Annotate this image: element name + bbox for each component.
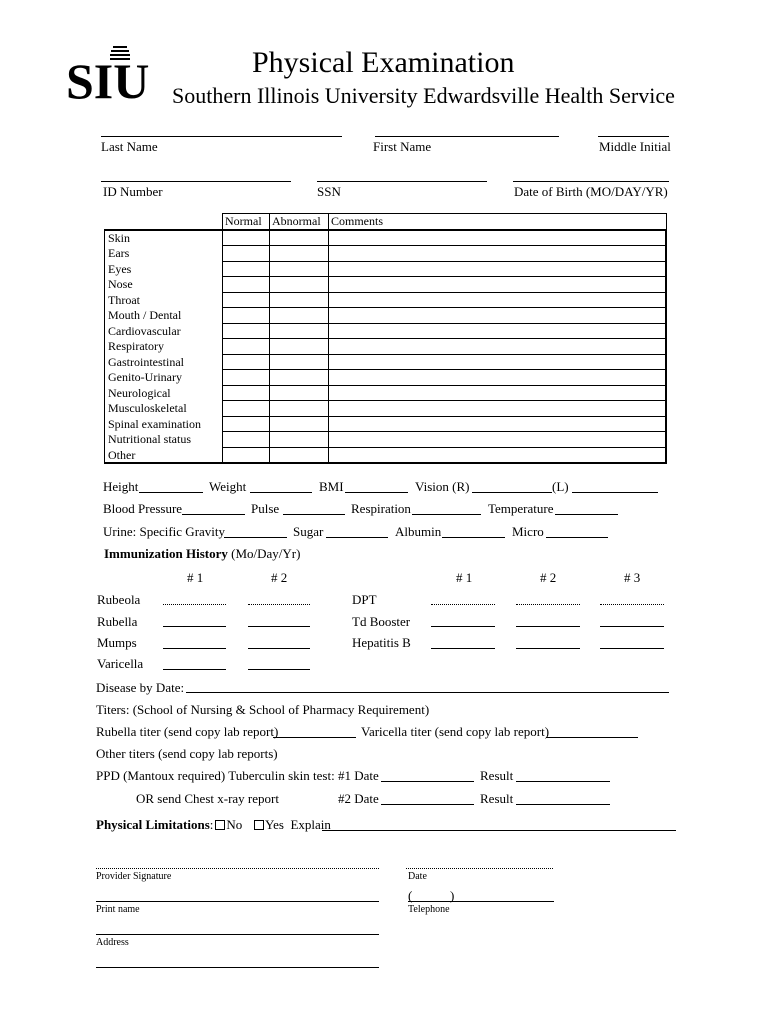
- exam-row-label: Cardiovascular: [105, 323, 223, 339]
- exam-row-label: Nutritional status: [105, 432, 223, 448]
- hepatitis-b-date-3[interactable]: [600, 648, 664, 649]
- ppd-result1-label: Result: [480, 768, 514, 783]
- exam-row-label: Throat: [105, 292, 223, 308]
- abnormal-cell[interactable]: [270, 385, 329, 401]
- ppd-result1-field[interactable]: [516, 781, 610, 782]
- exam-row-label: Nose: [105, 277, 223, 293]
- limitations-label: Physical Limitations: [96, 817, 210, 832]
- height-label: Height: [103, 479, 139, 494]
- mumps-date-1[interactable]: [163, 648, 226, 649]
- respiration-label: Respiration: [351, 501, 411, 516]
- hepatitis-b-date-2[interactable]: [516, 648, 580, 649]
- provider-signature-field[interactable]: [96, 868, 379, 869]
- comments-cell[interactable]: [329, 432, 667, 448]
- exam-row-label: Eyes: [105, 261, 223, 277]
- yes-checkbox[interactable]: [254, 820, 264, 830]
- vision-r-label: Vision (R): [415, 479, 470, 494]
- abnormal-cell[interactable]: [270, 432, 329, 448]
- date-label: Date: [408, 871, 427, 882]
- sugar-field[interactable]: [326, 537, 388, 538]
- col-header-1: # 1: [187, 570, 204, 585]
- rubeola-label: Rubeola: [97, 592, 141, 607]
- micro-field[interactable]: [546, 537, 608, 538]
- dpt-date-2[interactable]: [516, 604, 580, 605]
- other-titers-label: Other titers (send copy lab reports): [96, 746, 278, 761]
- exam-row-label: Ears: [105, 246, 223, 262]
- address-field-2[interactable]: [96, 967, 379, 968]
- last-name-label: Last Name: [101, 139, 158, 154]
- no-checkbox[interactable]: [215, 820, 225, 830]
- dpt-date-1[interactable]: [431, 604, 495, 605]
- respiration-field[interactable]: [412, 514, 481, 515]
- provider-signature-label: Provider Signature: [96, 871, 172, 882]
- normal-cell[interactable]: [223, 432, 270, 448]
- abnormal-cell[interactable]: [270, 401, 329, 417]
- rubella-date-2[interactable]: [248, 626, 310, 627]
- specific-gravity-field[interactable]: [224, 537, 287, 538]
- albumin-field[interactable]: [442, 537, 505, 538]
- urine-label: Urine: Specific Gravity: [103, 524, 226, 539]
- varicella-titer-label: Varicella titer (send copy lab report): [361, 724, 550, 739]
- abnormal-cell[interactable]: [270, 277, 329, 293]
- normal-cell[interactable]: [223, 447, 270, 463]
- siu-logo: [66, 44, 170, 102]
- ppd-date1-field[interactable]: [381, 781, 474, 782]
- micro-label: Micro: [512, 524, 544, 539]
- col-header-3-right: # 3: [624, 570, 641, 585]
- abnormal-cell[interactable]: [270, 339, 329, 355]
- disease-label: Disease by Date:: [96, 680, 185, 695]
- page-title: Physical Examination: [252, 46, 515, 79]
- weight-field[interactable]: [250, 492, 312, 493]
- exam-row-label: Spinal examination: [105, 416, 223, 432]
- normal-cell[interactable]: [223, 354, 270, 370]
- middle-initial-field[interactable]: [598, 136, 669, 137]
- first-name-field[interactable]: [375, 136, 559, 137]
- comments-cell[interactable]: [329, 277, 667, 293]
- comments-cell[interactable]: [329, 447, 667, 463]
- exam-row-label: Mouth / Dental: [105, 308, 223, 324]
- comments-cell[interactable]: [329, 401, 667, 417]
- rubella-label: Rubella: [97, 614, 138, 629]
- immunization-heading: [104, 546, 300, 562]
- hepatitis-b-date-1[interactable]: [431, 648, 495, 649]
- dob-field[interactable]: [513, 181, 669, 182]
- dpt-date-3[interactable]: [600, 604, 664, 605]
- exam-row-label: Skin: [105, 230, 223, 246]
- temperature-field[interactable]: [555, 514, 618, 515]
- address-field[interactable]: [96, 934, 379, 935]
- ppd-date2-label: #2 Date: [338, 791, 379, 806]
- exam-row-label: Neurological: [105, 385, 223, 401]
- header-abnormal: Abnormal: [270, 214, 329, 230]
- comments-cell[interactable]: [329, 246, 667, 262]
- vision-l-field[interactable]: [572, 492, 658, 493]
- abnormal-cell[interactable]: [270, 323, 329, 339]
- phone-open-paren: (: [408, 888, 413, 903]
- ssn-field[interactable]: [317, 181, 487, 182]
- abnormal-cell[interactable]: [270, 416, 329, 432]
- varicella-label: Varicella: [97, 656, 144, 671]
- normal-cell[interactable]: [223, 230, 270, 246]
- normal-cell[interactable]: [223, 385, 270, 401]
- hepatitis-b-label: Hepatitis B: [352, 635, 411, 650]
- first-name-label: First Name: [373, 139, 432, 154]
- normal-cell[interactable]: [223, 308, 270, 324]
- abnormal-cell[interactable]: [270, 447, 329, 463]
- abnormal-cell[interactable]: [270, 292, 329, 308]
- immunization-title-suffix: (Mo/Day/Yr): [227, 546, 301, 561]
- middle-initial-label: Middle Initial: [599, 139, 671, 154]
- rubella-titer-field[interactable]: [273, 737, 356, 738]
- comments-cell[interactable]: [329, 230, 667, 246]
- rubeola-date-2[interactable]: [248, 604, 310, 605]
- comments-cell[interactable]: [329, 354, 667, 370]
- ppd-label: PPD (Mantoux required) Tuberculin skin test:: [96, 768, 335, 783]
- sugar-label: Sugar: [293, 524, 324, 539]
- disease-field[interactable]: [186, 692, 669, 693]
- mumps-date-2[interactable]: [248, 648, 310, 649]
- normal-cell[interactable]: [223, 401, 270, 417]
- td-booster-label: Td Booster: [352, 614, 411, 629]
- ssn-label: SSN: [317, 184, 341, 199]
- date-field[interactable]: [406, 868, 553, 869]
- header-normal: Normal: [223, 214, 270, 230]
- varicella-date-2[interactable]: [248, 669, 310, 670]
- comments-cell[interactable]: [329, 261, 667, 277]
- abnormal-cell[interactable]: [270, 246, 329, 262]
- page-subtitle: Southern Illinois University Edwardsville Health Service: [172, 83, 675, 108]
- ppd-result2-field[interactable]: [516, 804, 610, 805]
- comments-cell[interactable]: [329, 292, 667, 308]
- ppd-date2-field[interactable]: [381, 804, 474, 805]
- comments-cell[interactable]: [329, 308, 667, 324]
- address-label: Address: [96, 937, 129, 948]
- pulse-label: Pulse: [251, 501, 280, 516]
- td-booster-date-2[interactable]: [516, 626, 580, 627]
- id-number-label: ID Number: [103, 184, 163, 199]
- rubella-titer-label: Rubella titer (send copy lab report): [96, 724, 279, 739]
- print-name-label: Print name: [96, 904, 140, 915]
- no-label: No: [226, 817, 243, 832]
- td-booster-date-1[interactable]: [431, 626, 495, 627]
- normal-cell[interactable]: [223, 277, 270, 293]
- normal-cell[interactable]: [223, 416, 270, 432]
- exam-table: [104, 213, 667, 464]
- td-booster-date-3[interactable]: [600, 626, 664, 627]
- id-number-field[interactable]: [101, 181, 291, 182]
- abnormal-cell[interactable]: [270, 308, 329, 324]
- abnormal-cell[interactable]: [270, 230, 329, 246]
- mumps-label: Mumps: [97, 635, 137, 650]
- bp-label: Blood Pressure: [103, 501, 183, 516]
- limitations-colon: :: [209, 817, 214, 832]
- exam-row-label: Genito-Urinary: [105, 370, 223, 386]
- normal-cell[interactable]: [223, 339, 270, 355]
- limitations-row: [96, 817, 331, 833]
- height-field[interactable]: [139, 492, 203, 493]
- abnormal-cell[interactable]: [270, 354, 329, 370]
- ppd-result2-label: Result: [480, 791, 514, 806]
- rubeola-date-1[interactable]: [163, 604, 226, 605]
- col-header-1-right: # 1: [456, 570, 473, 585]
- explain-label: Explain: [290, 817, 331, 832]
- exam-row-label: Gastrointestinal: [105, 354, 223, 370]
- chest-xray-label: OR send Chest x-ray report: [136, 791, 279, 806]
- dob-label: Date of Birth (MO/DAY/YR): [514, 184, 668, 199]
- comments-cell[interactable]: [329, 416, 667, 432]
- vision-l-label: (L): [552, 479, 569, 494]
- immunization-title: Immunization History: [104, 546, 228, 561]
- normal-cell[interactable]: [223, 323, 270, 339]
- exam-row-label: Other: [105, 447, 223, 463]
- print-name-field[interactable]: [96, 901, 379, 902]
- bp-field[interactable]: [182, 514, 245, 515]
- normal-cell[interactable]: [223, 370, 270, 386]
- abnormal-cell[interactable]: [270, 261, 329, 277]
- phone-close-paren: ): [450, 888, 455, 903]
- pulse-field[interactable]: [283, 514, 345, 515]
- logo-text: SIU: [66, 53, 150, 102]
- yes-label: Yes: [265, 817, 284, 832]
- vision-r-field[interactable]: [472, 492, 552, 493]
- bmi-field[interactable]: [345, 492, 408, 493]
- weight-label: Weight: [209, 479, 247, 494]
- ppd-date1-label: #1 Date: [338, 768, 379, 783]
- comments-cell[interactable]: [329, 370, 667, 386]
- last-name-field[interactable]: [101, 136, 342, 137]
- normal-cell[interactable]: [223, 246, 270, 262]
- rubella-date-1[interactable]: [163, 626, 226, 627]
- comments-cell[interactable]: [329, 385, 667, 401]
- normal-cell[interactable]: [223, 261, 270, 277]
- titers-heading: Titers: (School of Nursing & School of Pharmacy Requirement): [96, 702, 430, 717]
- varicella-date-1[interactable]: [163, 669, 226, 670]
- telephone-field[interactable]: [408, 901, 554, 902]
- col-header-2-right: # 2: [540, 570, 557, 585]
- dpt-label: DPT: [352, 592, 377, 607]
- col-header-2: # 2: [271, 570, 288, 585]
- exam-row-label: Respiratory: [105, 339, 223, 355]
- varicella-titer-field[interactable]: [546, 737, 638, 738]
- abnormal-cell[interactable]: [270, 370, 329, 386]
- albumin-label: Albumin: [395, 524, 442, 539]
- bmi-label: BMI: [319, 479, 344, 494]
- normal-cell[interactable]: [223, 292, 270, 308]
- comments-cell[interactable]: [329, 323, 667, 339]
- header-comments: Comments: [329, 214, 667, 230]
- telephone-label: Telephone: [408, 904, 450, 915]
- comments-cell[interactable]: [329, 339, 667, 355]
- explain-field[interactable]: [322, 830, 676, 831]
- exam-row-label: Musculoskeletal: [105, 401, 223, 417]
- temperature-label: Temperature: [488, 501, 554, 516]
